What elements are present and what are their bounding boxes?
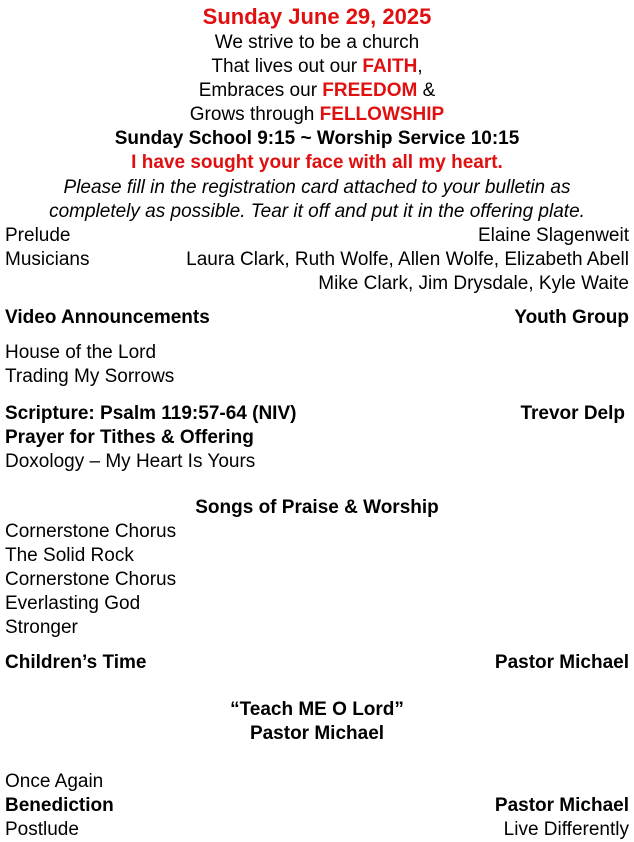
doxology-title: Doxology – My Heart Is Yours [5,451,256,472]
benediction-label: Benediction [5,795,114,816]
service-schedule: Sunday School 9:15 ~ Worship Service 10:15 [114,128,520,149]
scripture-label: Scripture: Psalm 119:57-64 (NIV) [5,403,297,424]
musicians-label: Musicians [5,249,90,270]
song-title: Everlasting God [5,593,141,614]
childrens-time-leader: Pastor Michael [494,652,629,673]
sermon-speaker: Pastor Michael [249,723,385,744]
keyword-faith: FAITH [362,56,418,77]
song-title: Cornerstone Chorus [5,521,177,542]
mission-line-3 [0,79,634,103]
mission-text: Embraces our [198,80,323,101]
video-announcements-by: Youth Group [514,307,629,328]
prelude-performer: Elaine Slagenweit [477,225,629,246]
mission-line-2 [0,55,634,79]
registration-note-1: Please fill in the registration card attached to your bulletin as [63,177,571,198]
song-title: Once Again [5,771,104,792]
mission-text: & [417,80,436,101]
postlude-song: Live Differently [503,819,629,840]
musicians-list-1: Laura Clark, Ruth Wolfe, Allen Wolfe, Elizabeth Abell [186,249,629,270]
scripture-reader: Trevor Delp [520,403,625,424]
prelude-label: Prelude [5,225,71,246]
mission-line-1: We strive to be a church [214,32,420,53]
keyword-freedom: FREEDOM [322,80,418,101]
postlude-label: Postlude [5,819,79,840]
mission-text: That lives out our [211,56,363,77]
keyword-fellowship: FELLOWSHIP [319,104,445,125]
theme-verse: I have sought your face with all my heart. [131,152,503,173]
musicians-list-2: Mike Clark, Jim Drysdale, Kyle Waite [318,273,629,294]
sermon-title: “Teach ME O Lord” [230,699,404,720]
prayer-label: Prayer for Tithes & Offering [5,427,254,448]
praise-heading: Songs of Praise & Worship [195,497,439,518]
registration-note-2: completely as possible. Tear it off and put it in the offering plate. [49,201,585,222]
childrens-time-label: Children’s Time [5,652,147,673]
video-announcements-label: Video Announcements [5,307,210,328]
benediction-leader: Pastor Michael [494,795,629,816]
mission-line-4 [0,103,634,127]
song-title: Stronger [5,617,78,638]
mission-text: , [417,56,423,77]
song-title: The Solid Rock [5,545,134,566]
mission-text: Grows through [189,104,320,125]
song-title: Trading My Sorrows [5,366,175,387]
song-title: Cornerstone Chorus [5,569,177,590]
song-title: House of the Lord [5,342,157,363]
bulletin-date: Sunday June 29, 2025 [202,4,432,29]
